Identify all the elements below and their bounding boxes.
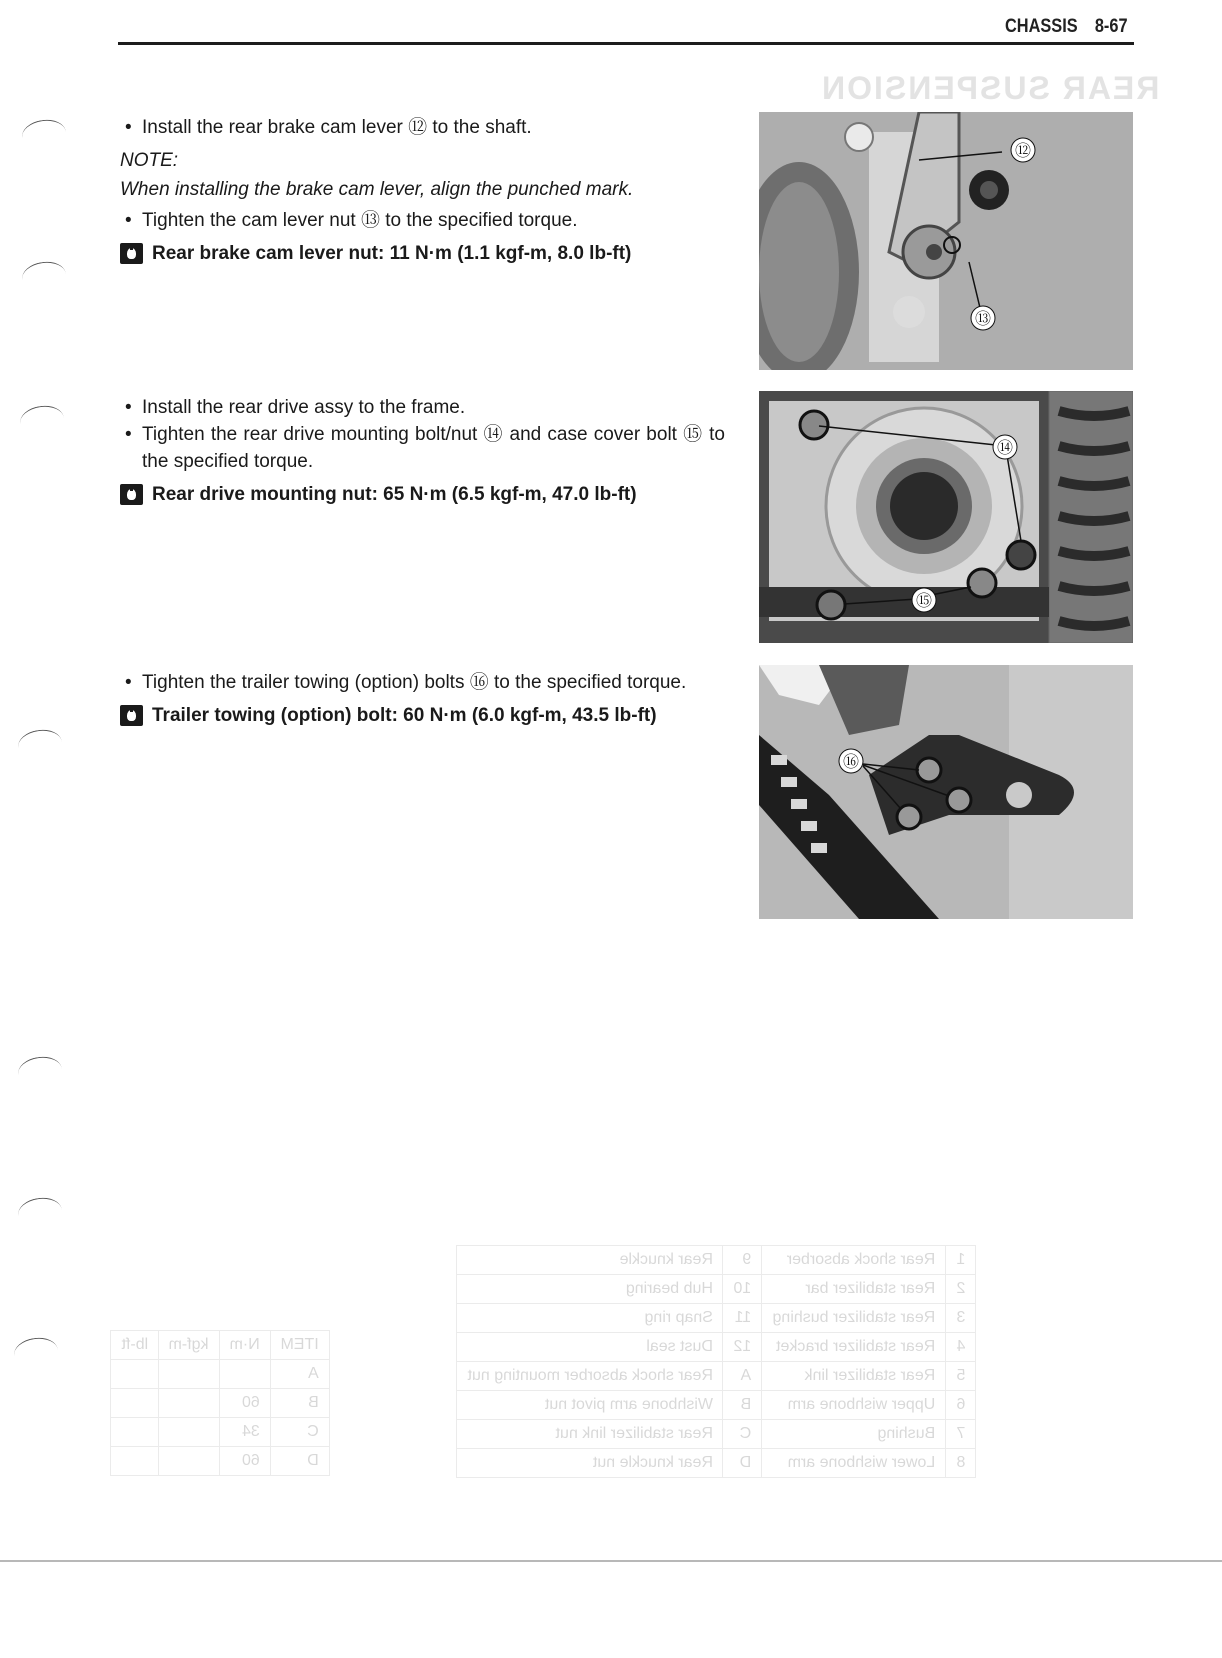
table-row (111, 1418, 330, 1447)
table-cell: Rear stabilizer link (762, 1362, 946, 1391)
header-rule (118, 42, 1134, 45)
table-cell: Wishbone arm pivot nut (457, 1391, 723, 1420)
torque-spec-text: Trailer towing (option) bolt: 60 N·m (6.0 kgf-m, 43.5 lb-ft) (152, 705, 657, 726)
table-cell: 2 (946, 1275, 976, 1304)
torque-spec (120, 702, 725, 729)
binder-hole-mark (16, 1054, 64, 1089)
instruction-text: Install the rear brake cam lever ⑫ to the shaft. (142, 117, 532, 138)
bullet-dot: • (125, 117, 132, 138)
table-cell: 8 (946, 1449, 976, 1478)
bullet-dot: • (125, 424, 132, 445)
binder-hole-mark (12, 1335, 60, 1370)
table-cell: Bushing (762, 1420, 946, 1449)
table-cell: 34 (219, 1418, 270, 1447)
page-edge-line (0, 1560, 1222, 1562)
page-number: 8-67 (1094, 16, 1128, 37)
table-cell: 6 (946, 1391, 976, 1420)
photo-rear-drive-drawing (759, 391, 1133, 643)
torque-spec (120, 481, 725, 508)
note-title: NOTE: (120, 150, 179, 171)
instruction-bullet (120, 114, 725, 141)
instruction-bullet (120, 394, 725, 421)
ghost-parts-table (456, 1245, 976, 1478)
torque-wrench-icon (120, 484, 143, 505)
table-row (457, 1391, 976, 1420)
table-cell: D (270, 1447, 329, 1476)
step-rear-drive (120, 394, 725, 508)
table-cell: A (270, 1360, 329, 1389)
table-row (111, 1389, 330, 1418)
instruction-bullet (120, 421, 725, 475)
table-cell: N·m (219, 1331, 270, 1360)
table-cell: 7 (946, 1420, 976, 1449)
table-cell: B (723, 1391, 762, 1420)
bullet-dot: • (125, 210, 132, 231)
table-cell: Rear shock absorber mounting nut (457, 1362, 723, 1391)
table-cell: ITEM (270, 1331, 329, 1360)
ghost-heading: REAR SUSPENSION (820, 70, 1160, 106)
table-cell: B (270, 1389, 329, 1418)
table-cell: 1 (946, 1246, 976, 1275)
table-cell: Snap ring (457, 1304, 723, 1333)
instruction-text: Tighten the cam lever nut ⑬ to the specified torque. (142, 210, 578, 231)
photo-brake-cam-lever-drawing (759, 112, 1133, 370)
callout-label-13: ⑬ (974, 309, 992, 328)
torque-spec (120, 240, 725, 267)
instruction-bullet (120, 669, 725, 696)
table-cell: Rear shock absorber (762, 1246, 946, 1275)
table-cell: 10 (723, 1275, 762, 1304)
step-trailer-towing (120, 669, 725, 729)
table-cell: A (723, 1362, 762, 1391)
photo-trailer-towing (759, 665, 1133, 919)
torque-spec-text: Rear brake cam lever nut: 11 N·m (1.1 kgf-m, 8.0 lb-ft) (152, 243, 632, 264)
table-cell: 11 (723, 1304, 762, 1333)
torque-spec-text: Rear drive mounting nut: 65 N·m (6.5 kgf-m, 47.0 lb-ft) (152, 484, 637, 505)
table-cell: Lower wishbone arm (762, 1449, 946, 1478)
section-title: CHASSIS (1005, 16, 1078, 37)
callout-label-16: ⑯ (842, 752, 860, 771)
table-row (111, 1447, 330, 1476)
instruction-text: Tighten the trailer towing (option) bolts ⑯ to the specified torque. (142, 672, 687, 693)
table-cell: C (270, 1418, 329, 1447)
table-cell: Hub bearing (457, 1275, 723, 1304)
ghost-parts-table-grid (456, 1245, 976, 1478)
table-row (457, 1362, 976, 1391)
table-cell: kgf-m (158, 1331, 219, 1360)
torque-wrench-icon (120, 705, 143, 726)
table-cell: 12 (723, 1333, 762, 1362)
table-cell: lb-ft (111, 1331, 159, 1360)
ghost-torque-table-grid (110, 1330, 330, 1476)
table-row (457, 1420, 976, 1449)
page-header (1005, 16, 1128, 38)
binder-hole-mark (20, 259, 68, 294)
table-cell: 5 (946, 1362, 976, 1391)
torque-wrench-icon (120, 243, 143, 264)
ghost-torque-table (110, 1330, 330, 1476)
table-cell: Rear knuckle nut (457, 1449, 723, 1478)
table-cell: 3 (946, 1304, 976, 1333)
bullet-dot: • (125, 397, 132, 418)
table-cell: Rear stabilizer bushing (762, 1304, 946, 1333)
binder-hole-mark (18, 403, 66, 438)
bullet-dot: • (125, 672, 132, 693)
callout-label-12: ⑫ (1014, 141, 1032, 160)
table-cell: Rear stabilizer bar (762, 1275, 946, 1304)
table-cell: 9 (723, 1246, 762, 1275)
photo-rear-drive (759, 391, 1133, 643)
table-cell: 4 (946, 1333, 976, 1362)
instruction-bullet (120, 207, 725, 234)
binder-hole-mark (20, 117, 68, 152)
table-cell: Rear stabilizer bracket (762, 1333, 946, 1362)
table-row (457, 1246, 976, 1275)
table-cell: 60 (219, 1447, 270, 1476)
table-row (111, 1360, 330, 1389)
table-row (457, 1333, 976, 1362)
photo-brake-cam-lever (759, 112, 1133, 370)
instruction-text: Tighten the rear drive mounting bolt/nut ⑭ and case cover bolt ⑮ to the specified torque. (142, 424, 725, 472)
table-cell: Rear stabilizer link nut (457, 1420, 723, 1449)
table-row (111, 1331, 330, 1360)
note-text: When installing the brake cam lever, align the punched mark. (120, 179, 634, 200)
table-cell: Rear knuckle (457, 1246, 723, 1275)
table-cell: C (723, 1420, 762, 1449)
table-row (457, 1449, 976, 1478)
binder-hole-mark (16, 727, 64, 762)
callout-label-14: ⑭ (996, 438, 1014, 457)
table-cell: Upper wishbone arm (762, 1391, 946, 1420)
table-cell (219, 1360, 270, 1389)
table-cell: D (723, 1449, 762, 1478)
photo-trailer-towing-drawing (759, 665, 1133, 919)
binder-hole-mark (16, 1195, 64, 1230)
callout-label-15: ⑮ (915, 591, 933, 610)
step-brake-cam (120, 114, 725, 267)
table-row (457, 1304, 976, 1333)
table-row (457, 1275, 976, 1304)
table-cell: 60 (219, 1389, 270, 1418)
instruction-text: Install the rear drive assy to the frame. (142, 397, 466, 418)
table-cell: Dust seal (457, 1333, 723, 1362)
